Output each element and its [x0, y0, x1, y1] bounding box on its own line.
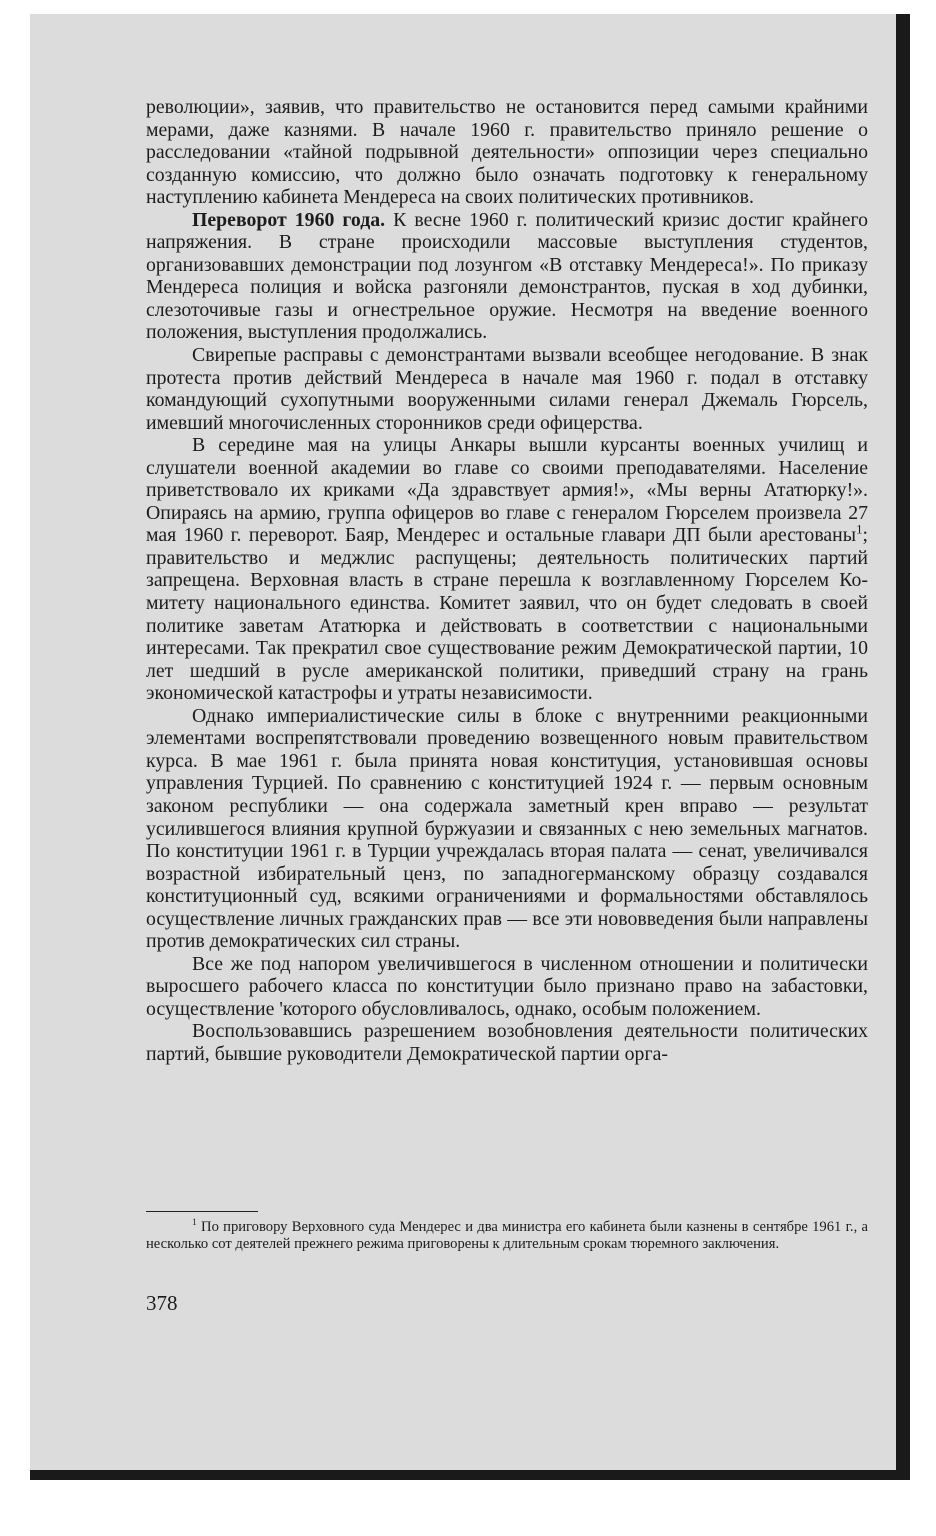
paragraph-parties: Воспользовавшись разрешением возобновления деятельности политических партий, бывшие руководители Демократической партии орга- — [146, 1020, 868, 1065]
footnote-text: По приговору Верховного суда Мендерес и два министра его кабинета были казнены в сентябре 1961 г., а несколько сот деятелей прежнего режима приговорены к длительным срокам тюремного заключения. — [146, 1219, 868, 1252]
paragraph-strikes: Все же под напором увеличившегося в численном отношении и политически выросшего рабочего класса по конституции было признано право на забастовки, осуществление 'которого обусловливалось, однако, особым положением. — [146, 952, 868, 1020]
paragraph-constitution: Однако империалистические силы в блоке с внутренними реакционными элементами воспрепятствовали проведению возвещенного новым правительством курса. В мае 1961 г. была принята новая конституция, установившая основы управления Турцией. По сравнению с конституцией 1924 г. — первым основным законом республики — она содержала заметный крен вправо — результат усилившегося влияния крупной буржуазии и связанных с нею земельных магнатов. По конституции 1961 г. в Турции учреждалась вторая палата — сенат, увеличивался возрастной избирательный ценз, по западногерманскому образцу создавался конституционный суд, всякими ограничениями и формальностями обставлялось осуществление личных гражданских прав — все эти нововведения были направлены против демократических сил страны. — [146, 704, 868, 953]
paragraph-text: ; правительство и меджлис распущены; деятельность политических партий запрещена. Верховная власть в стране перешла к возглавленному Гюрселем Комитету национального единства. Комитет заявил, что он будет следовать в своей политике заветам Ататюрка и действовать в соответствии с национальными интересами. Так прекратил свое существование режим Демократической партии, 10 лет шедший в русле американской политики, приведший страну на грань экономической катастрофы и утраты независимости. — [146, 524, 868, 705]
main-text — [146, 96, 868, 1066]
paragraph-coup-1960 — [146, 209, 868, 344]
section-heading: Переворот 1960 года. — [192, 208, 386, 231]
footnote-reference: 1 — [856, 522, 863, 537]
footnote-mark: 1 — [192, 1218, 197, 1229]
footnote-divider — [146, 1211, 258, 1212]
footnote — [146, 1219, 868, 1253]
page-number: 378 — [146, 1291, 178, 1315]
paragraph-continuation: революции», заявив, что правительство не остановится перед самыми крайними мерами, даже казнями. В начале 1960 г. правительство приняло решение о расследовании «тайной подрывной деятельности» оппозиции через специально созданную комиссию, что должно было означать подготовку к генеральному наступлению кабинета Мендереса на своих политических противников. — [146, 96, 868, 209]
paragraph-reprisals: Свирепые расправы с демонстрантами вызвали всеобщее негодование. В знак протеста против действий Мендереса в начале мая 1960 г. подал в отставку командующий сухопутными вооруженными силами генерал Джемаль Гюрсель, имевший многочисленных сторонников среди офицерства. — [146, 344, 868, 434]
paragraph-text: К весне 1960 г. политический кризис достиг крайнего напряжения. В стране происходили массовые выступления студентов, организовавших демонстрации под лозунгом «В отставку Мендереса!». По приказу Мендереса полиция и войска разгоняли демонстрантов, пуская в ход дубинки, слезоточивые газы и огнестрельное оружие. Несмотря на введение военного положения, выступления продолжались. — [146, 208, 868, 344]
paragraph-text: В середине мая на улицы Анкары вышли курсанты военных училищ и слушатели военной академии во главе со своими преподавателями. Население приветствовало их криками «Да здравствует армия!», «Мы верны Ататюрку!». Опираясь на армию, группа офицеров во главе с генералом Гюрселем произвела 27 мая 1960 г. переворот. Баяр, Мендерес и остальные главари ДП были арестованы — [146, 434, 868, 547]
paragraph-cadets — [146, 434, 868, 705]
